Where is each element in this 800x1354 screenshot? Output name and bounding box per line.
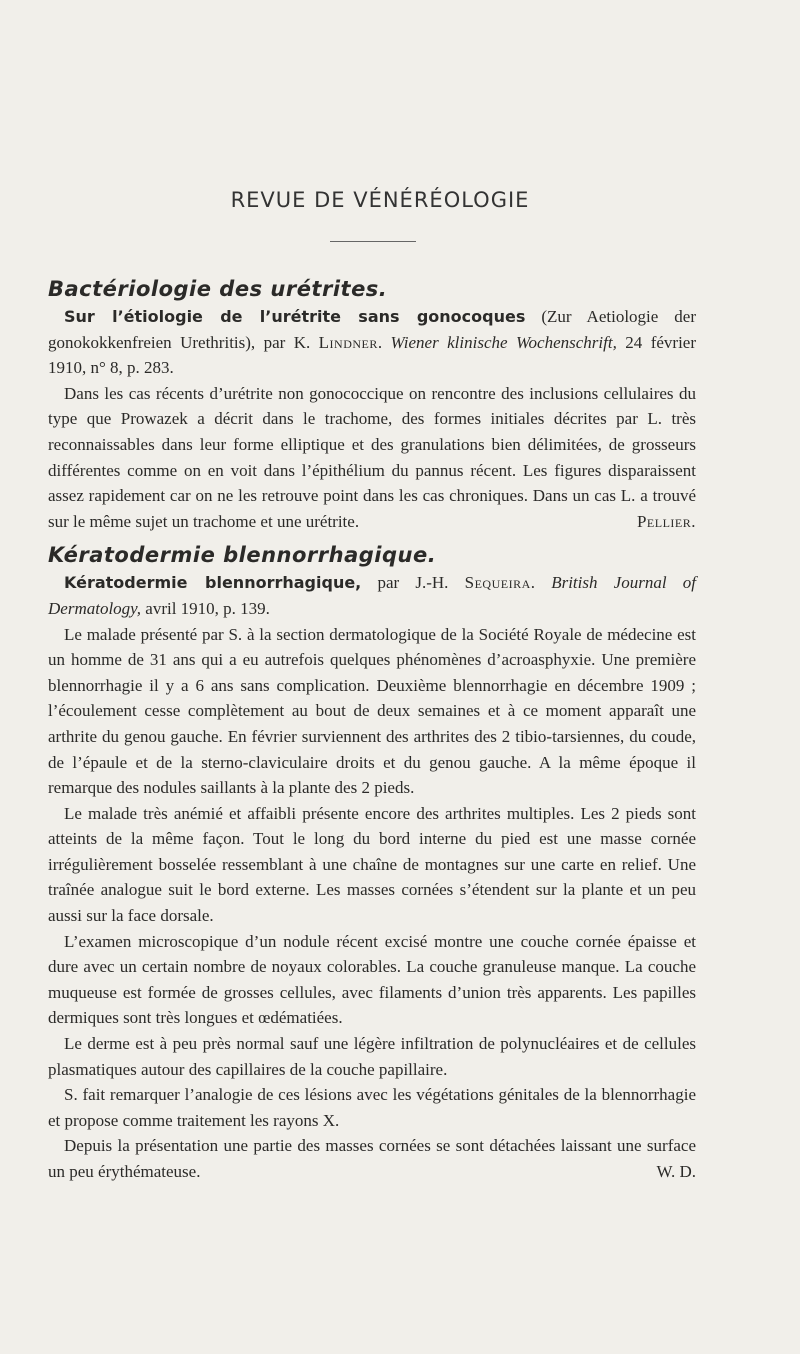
signature-wd: W. D. bbox=[656, 1162, 696, 1181]
citation-text: par J.-H. bbox=[361, 573, 465, 593]
paragraph bbox=[48, 1133, 696, 1184]
article-body bbox=[48, 274, 696, 1185]
journal-name: British Journal of Dermatology, bbox=[48, 573, 696, 618]
article-title-2: Kératodermie blennorrhagique, bbox=[64, 573, 362, 593]
article-title-1: Sur l’étiologie de l’urétrite sans gonocoques bbox=[64, 307, 526, 326]
signature-pellier: Pellier. bbox=[636, 511, 696, 531]
section-heading-bacteriologie: Bactériologie des urétrites. bbox=[48, 277, 388, 301]
paragraph: Le malade très anémié et affaibli présente encore des arthrites multiples. Les 2 pieds sont atteints de la même façon. Tout le long du bord interne du pied est une masse cornée irrégulièrement bosselée ressemblant à une chaîne de montagnes sur une carte en relief. Une traînée analogue suit le bord externe. Les masses cornées s’étendent sur la plante et un peu aussi sur la face dorsale. bbox=[48, 803, 696, 926]
citation-separator: . bbox=[377, 332, 391, 352]
page-title: REVUE DE VÉNÉRÉOLOGIE bbox=[230, 188, 530, 212]
article-citation-1 bbox=[48, 304, 696, 381]
paragraph-text: Depuis la présentation une partie des masses cornées se sont détachées laissant une surface un peu érythémateuse. bbox=[48, 1136, 696, 1181]
paragraph: Le derme est à peu près normal sauf une légère infiltration de polynucléaires et de cellules plasmatiques autour des capillaires de la couche papillaire. bbox=[48, 1034, 696, 1079]
section-heading-keratodermie: Kératodermie blennorrhagique. bbox=[48, 543, 437, 568]
citation-details: 24 février 1910, n° 8, p. 283. bbox=[48, 332, 696, 378]
paragraph: Le malade présenté par S. à la section dermatologique de la Société Royale de médecine est un homme de 31 ans qui a eu autrefois quelques phénomènes d’acroasphyxie. Une première blennorrhagie il y a 6 ans sans complication. Deuxième blennorrhagie en décembre 1909 ; l’écoulement cesse complètement au bout de deux semaines et à ce moment apparaît une arthrite du genou gauche. En février surviennent des arthrites des 2 tibio-tarsiennes, du coude, de l’épaule et de la sterno-claviculaire droits et du genou gauche. A la même époque il remarque des nodules saillants à la plante des 2 pieds. bbox=[48, 624, 696, 798]
paragraph bbox=[48, 381, 696, 535]
paragraph: S. fait remarquer l’analogie de ces lésions avec les végétations génitales de la blennorrhagie et propose comme traitement les rayons X. bbox=[48, 1085, 696, 1130]
paragraph-text: Dans les cas récents d’urétrite non gonococcique on rencontre des inclusions cellulaires du type que Prowazek a décrit dans le trachome, des formes initiales décrites par L. très reconnaissables dans leur forme elliptique et des granulations bien délimitées, de grosseurs différentes comme on en voit dans l’épithélium du pannus récent. Les figures disparaissent assez rapidement car on ne les retrouve point dans les cas chroniques. Dans un cas L. a trouvé sur le même sujet un trachome et une urétrite. bbox=[48, 383, 696, 531]
citation-details: avril 1910, p. 139. bbox=[141, 598, 270, 618]
citation-separator: . bbox=[530, 573, 552, 593]
title-divider bbox=[330, 241, 416, 242]
author-name: Sequeira bbox=[464, 573, 531, 593]
journal-name: Wiener klinische Wochenschrift, bbox=[390, 332, 617, 352]
paragraph: L’examen microscopique d’un nodule récent excisé montre une couche cornée épaisse et dure avec un certain nombre de noyaux colorables. La couche granuleuse manque. La couche muqueuse est formée de grosses cellules, avec filaments d’union très apparents. Les papilles dermiques sont très longues et œdématiées. bbox=[48, 931, 696, 1028]
article-citation-2 bbox=[48, 570, 696, 621]
author-name: Lindner bbox=[318, 332, 378, 352]
citation-text: (Zur Aetiologie der gonokokkenfreien Urethritis), par K. bbox=[48, 307, 696, 352]
